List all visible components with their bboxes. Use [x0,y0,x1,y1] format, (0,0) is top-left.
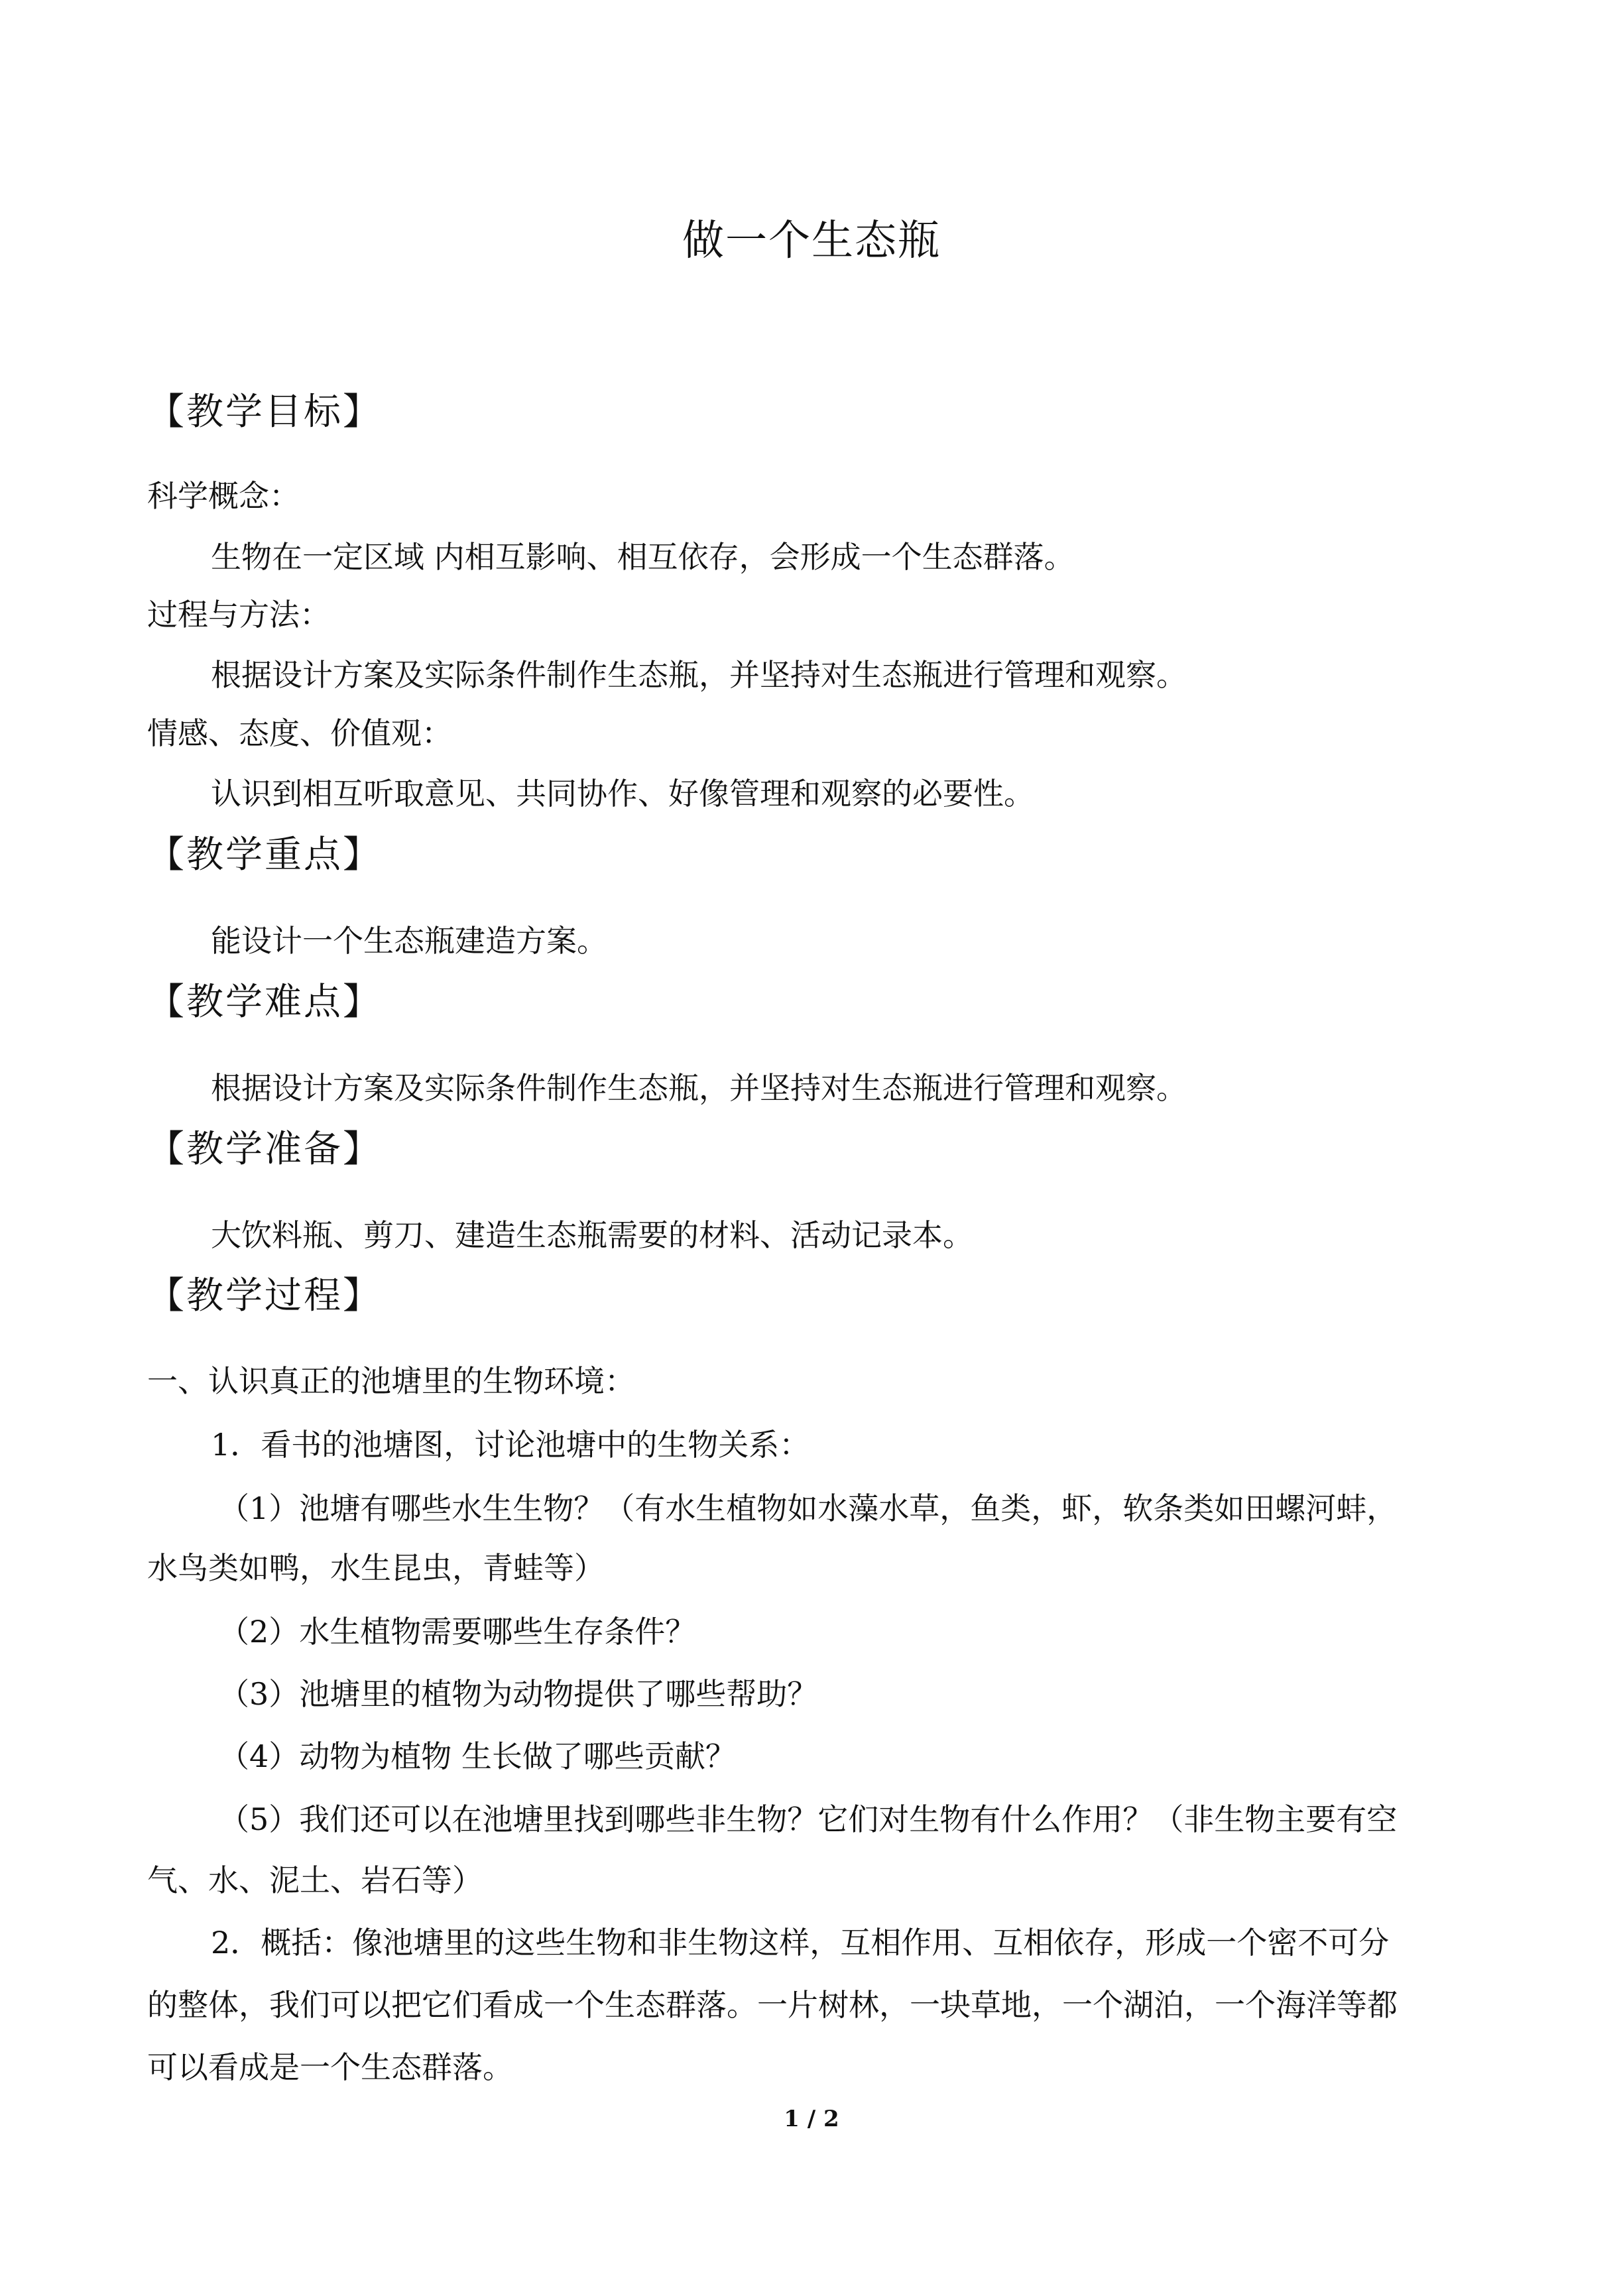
heading-teaching-goals: 【教学目标】 [147,391,382,434]
attitude-label: 情感、态度、价值观： [147,715,452,751]
method-text: 根据设计方案及实际条件制作生态瓶，并坚持对生态瓶进行管理和观察。 [211,657,1187,693]
process-item-1: 1．看书的池塘图，讨论池塘中的生物关系： [211,1427,810,1463]
question-1-line-1: （1）池塘有哪些水生生物？（有水生植物如水藻水草，鱼类，虾，软条类如田螺河蚌， [219,1490,1398,1526]
heading-preparation: 【教学准备】 [147,1128,382,1171]
heading-process: 【教学过程】 [147,1274,382,1317]
key-point-text: 能设计一个生态瓶建造方案。 [211,923,607,959]
preparation-text: 大饮料瓶、剪刀、建造生态瓶需要的材料、活动记录本。 [211,1217,973,1253]
concept-text: 生物在一定区域 内相互影响、相互依存，会形成一个生态群落。 [211,539,1075,575]
question-2: （2）水生植物需要哪些生存条件？ [219,1614,696,1650]
process-item-2-line-3: 可以看成是一个生态群落。 [147,2049,513,2085]
question-3: （3）池塘里的植物为动物提供了哪些帮助？ [219,1676,818,1712]
attitude-text: 认识到相互听取意见、共同协作、好像管理和观察的必要性。 [211,776,1034,812]
question-1-line-2: 水鸟类如鸭，水生昆虫，青蛙等） [147,1550,605,1586]
process-item-2-line-1: 2．概括：像池塘里的这些生物和非生物这样，互相作用、互相依存，形成一个密不可分 [211,1925,1390,1961]
concept-label: 科学概念： [147,478,300,514]
page-title: 做一个生态瓶 [682,216,941,265]
heading-difficulty: 【教学难点】 [147,981,382,1024]
question-5-line-2: 气、水、泥土、岩石等） [147,1862,483,1898]
heading-key-point: 【教学重点】 [147,833,382,876]
process-section-1: 一、认识真正的池塘里的生物环境： [147,1363,635,1399]
process-item-2-line-2: 的整体，我们可以把它们看成一个生态群落。一片树林，一块草地，一个湖泊，一个海洋等都 [147,1987,1398,2023]
question-5-line-1: （5）我们还可以在池塘里找到哪些非生物？它们对生物有什么作用？（非生物主要有空 [219,1801,1398,1837]
page-number: 1 / 2 [784,2106,839,2132]
method-label: 过程与方法： [147,597,330,633]
difficulty-text: 根据设计方案及实际条件制作生态瓶，并坚持对生态瓶进行管理和观察。 [211,1070,1187,1106]
question-4: （4）动物为植物 生长做了哪些贡献？ [219,1738,736,1774]
